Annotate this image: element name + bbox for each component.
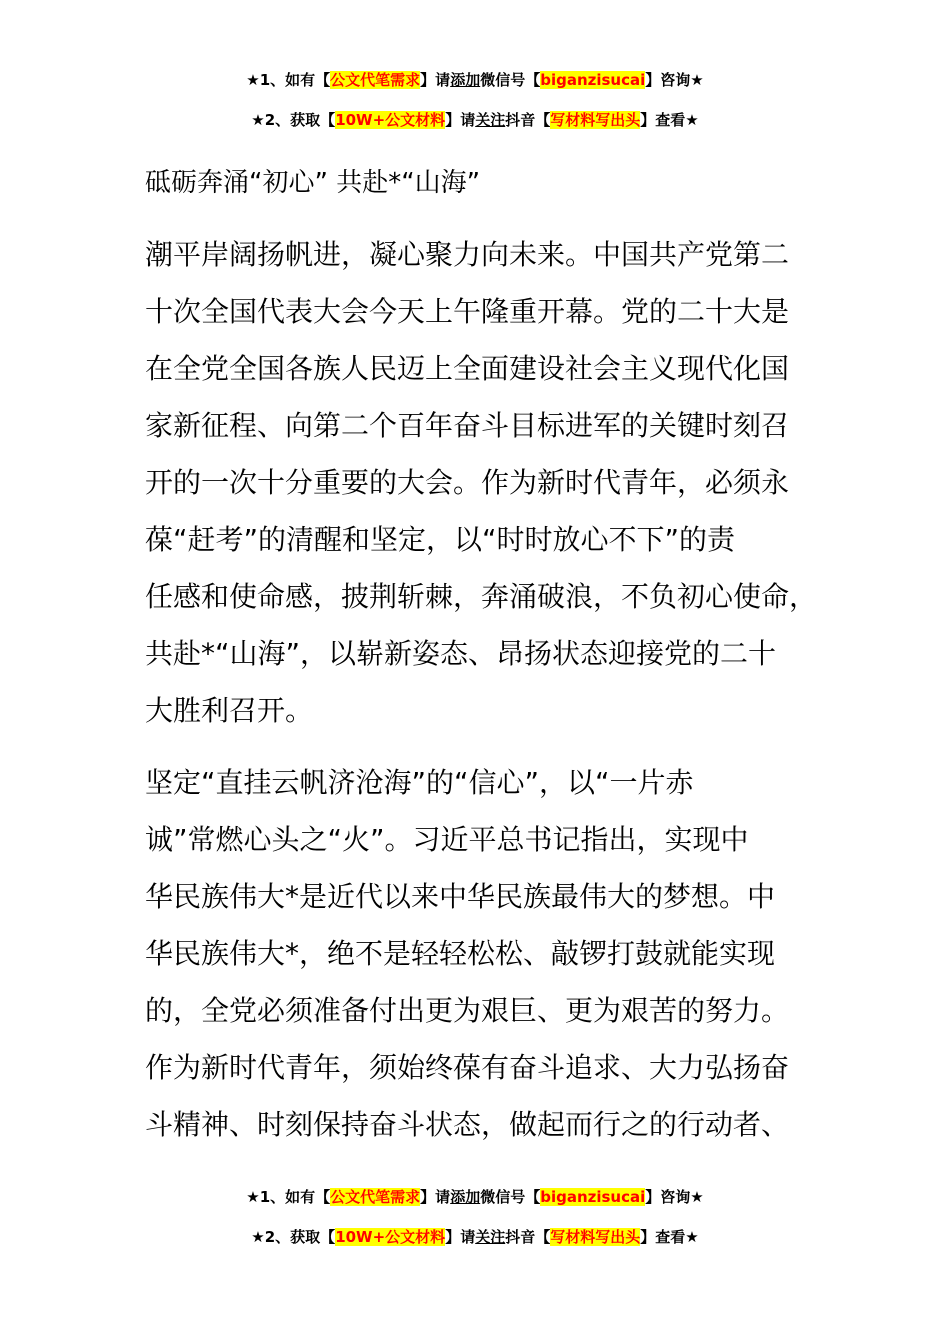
- ad-underline-add: 添加: [450, 71, 481, 89]
- paragraph-2-line: 的，全党必须准备付出更为艰巨、更为艰苦的努力。: [145, 994, 790, 1027]
- ad-underline-follow: 关注: [475, 1228, 506, 1246]
- paragraph-1-line: 在全党全国各族人民迈上全面建设社会主义现代化国: [145, 352, 790, 385]
- ad-highlight-service: 公文代笔需求: [330, 1188, 421, 1206]
- ad-underline-follow: 关注: [475, 111, 506, 129]
- ad-text: 】请: [420, 1188, 451, 1206]
- paragraph-1-line: 葆“赶考”的清醒和坚定，以“时时放心不下”的责: [145, 523, 736, 556]
- ad-text: 微信号【: [480, 71, 541, 89]
- ad-highlight-douyin: 写材料写出头: [550, 1228, 641, 1246]
- ad-text: 】请: [445, 111, 476, 129]
- document-title: 砥砺奔涌“初心” 共赴*“山海”: [145, 168, 481, 198]
- ad-text: 】咨询★: [645, 1188, 704, 1206]
- header-ad-line-1: [0, 70, 950, 90]
- ad-text: 】查看★: [640, 111, 699, 129]
- ad-text: 】请: [445, 1228, 476, 1246]
- ad-text: 】咨询★: [645, 71, 704, 89]
- ad-highlight-materials: 10W+公文材料: [335, 111, 446, 129]
- ad-underline-add: 添加: [450, 1188, 481, 1206]
- footer-ad-line-2: [0, 1227, 950, 1247]
- ad-text: ★2、获取【: [251, 1228, 336, 1246]
- ad-text: ★1、如有【: [246, 1188, 331, 1206]
- ad-highlight-materials: 10W+公文材料: [335, 1228, 446, 1246]
- paragraph-2-line: 诚”常燃心头之“火”。习近平总书记指出，实现中: [145, 823, 749, 856]
- footer-ad-line-1: [0, 1187, 950, 1207]
- paragraph-1-line: 开的一次十分重要的大会。作为新时代青年，必须永: [145, 466, 790, 499]
- ad-highlight-wechat-id: biganzisucai: [540, 71, 646, 89]
- ad-text: 抖音【: [505, 1228, 551, 1246]
- ad-text: 微信号【: [480, 1188, 541, 1206]
- paragraph-2-line: 坚定“直挂云帆济沧海”的“信心”，以“一片赤: [145, 766, 694, 799]
- paragraph-1-line: 家新征程、向第二个百年奋斗目标进军的关键时刻召: [145, 409, 790, 442]
- paragraph-2-line: 作为新时代青年，须始终葆有奋斗追求、大力弘扬奋: [145, 1051, 790, 1084]
- ad-text: ★2、获取【: [251, 111, 336, 129]
- ad-text: 】请: [420, 71, 451, 89]
- ad-highlight-service: 公文代笔需求: [330, 71, 421, 89]
- paragraph-1-line: 十次全国代表大会今天上午隆重开幕。党的二十大是: [145, 295, 790, 328]
- paragraph-1-line: 任感和使命感，披荆斩棘，奔涌破浪，不负初心使命，: [145, 580, 818, 613]
- ad-highlight-wechat-id: biganzisucai: [540, 1188, 646, 1206]
- paragraph-1-line: 共赴*“山海”，以崭新姿态、昂扬状态迎接党的二十: [145, 637, 777, 670]
- paragraph-1-line: 大胜利召开。: [145, 694, 314, 727]
- ad-text: ★1、如有【: [246, 71, 331, 89]
- header-ad-line-2: [0, 110, 950, 130]
- paragraph-2-line: 斗精神、时刻保持奋斗状态，做起而行之的行动者、: [145, 1108, 790, 1141]
- ad-text: 】查看★: [640, 1228, 699, 1246]
- paragraph-2-line: 华民族伟大*，绝不是轻轻松松、敲锣打鼓就能实现: [145, 937, 776, 970]
- ad-text: 抖音【: [505, 111, 551, 129]
- paragraph-1-line: 潮平岸阔扬帆进，凝心聚力向未来。中国共产党第二: [145, 238, 790, 271]
- ad-highlight-douyin: 写材料写出头: [550, 111, 641, 129]
- paragraph-2-line: 华民族伟大*是近代以来中华民族最伟大的梦想。中: [145, 880, 776, 913]
